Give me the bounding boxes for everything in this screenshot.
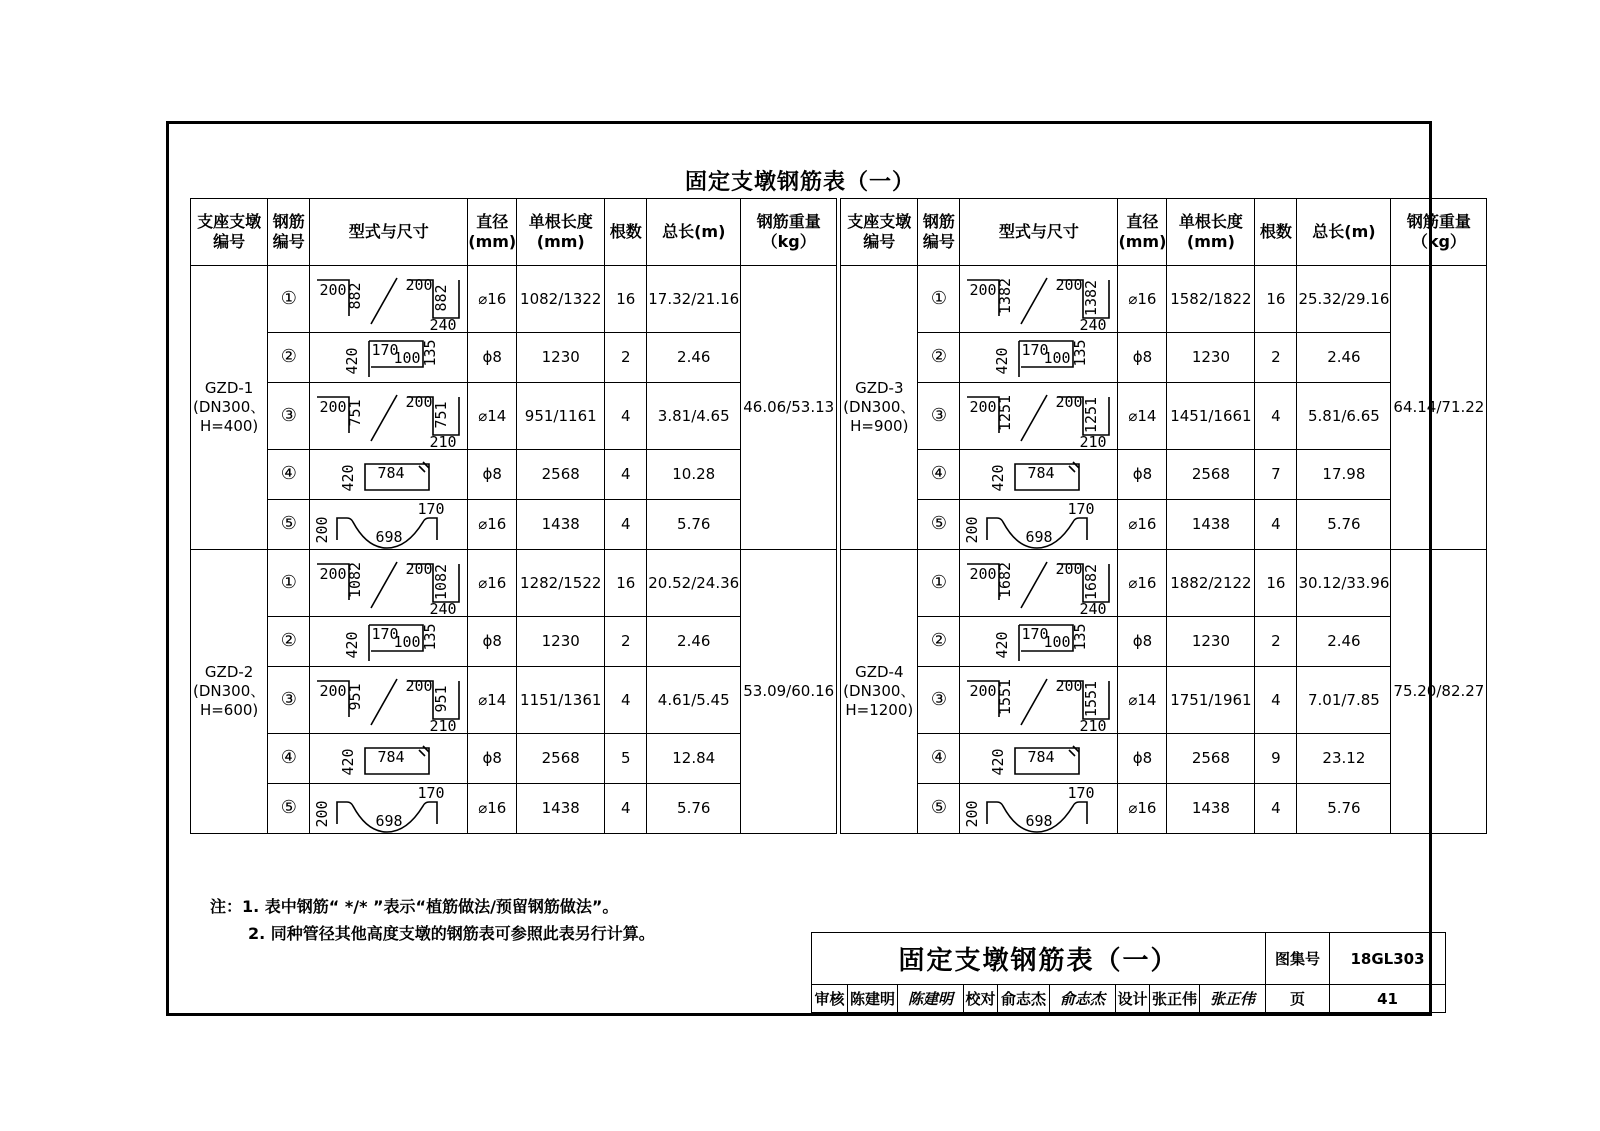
col-weight: 钢筋重量（kg）	[741, 199, 837, 266]
bar-number: ②	[268, 617, 310, 667]
rebar-shape-1	[961, 550, 1117, 616]
unit-length: 2568	[1167, 734, 1255, 784]
bar-count: 5	[605, 734, 647, 784]
rebar-shape-3	[311, 383, 467, 449]
dim-stirrup-height: 420	[988, 748, 1007, 776]
bar-diameter: ϕ8	[1118, 617, 1167, 667]
dim-hook-length: 200	[1055, 276, 1083, 294]
bar-count: 4	[605, 383, 647, 450]
column-gap	[837, 617, 841, 667]
total-length: 20.52/24.36	[647, 550, 741, 617]
total-length: 3.81/4.65	[647, 383, 741, 450]
dim-stirrup-width: 170	[371, 625, 399, 643]
dim-arc-length: 698	[1025, 528, 1053, 546]
column-gap	[837, 500, 841, 550]
shape-cell	[310, 450, 468, 500]
col-shape: 型式与尺寸	[310, 199, 468, 266]
dim-stirrup-inner: 100	[393, 349, 421, 367]
column-gap	[837, 333, 841, 383]
bar-count: 16	[1255, 266, 1297, 333]
dim-leg-height: 200	[962, 516, 981, 544]
dim-hook-length: 200	[405, 560, 433, 578]
bar-count: 7	[1255, 450, 1297, 500]
bar-diameter: ϕ8	[468, 450, 517, 500]
rebar-weight: 46.06/53.13	[741, 266, 837, 550]
bar-count: 2	[605, 333, 647, 383]
bar-count: 4	[1255, 784, 1297, 834]
dim-hook-length: 200	[405, 677, 433, 695]
dim-stirrup-height: 420	[992, 631, 1011, 659]
bar-count: 16	[605, 550, 647, 617]
unit-length: 1282/1522	[517, 550, 605, 617]
shape-cell	[960, 734, 1118, 784]
table-row	[191, 450, 1487, 500]
dim-leg-height: 200	[312, 516, 331, 544]
support-id: GZD-1	[204, 379, 254, 398]
table-row	[191, 550, 1487, 617]
bar-diameter: ⌀14	[1118, 383, 1167, 450]
dim-stirrup-height: 420	[342, 631, 361, 659]
total-length: 5.76	[647, 500, 741, 550]
dim-hook-length: 200	[1055, 677, 1083, 695]
rebar-shape-4	[961, 450, 1117, 499]
review-label: 审核	[812, 985, 848, 1013]
support-id: GZD-2	[204, 663, 254, 682]
dim-bar-length: 1551	[1081, 680, 1100, 718]
title-block	[811, 932, 1446, 1013]
bar-count: 4	[1255, 500, 1297, 550]
bar-number: ①	[918, 266, 960, 333]
dim-bottom-length: 240	[429, 600, 457, 616]
unit-length: 1438	[1167, 500, 1255, 550]
dim-top-length: 170	[417, 500, 445, 518]
column-gap	[837, 383, 841, 450]
bar-number: ④	[918, 450, 960, 500]
total-length: 5.76	[1297, 784, 1391, 834]
bar-count: 2	[1255, 617, 1297, 667]
bar-number: ①	[268, 550, 310, 617]
dim-stirrup-inner: 100	[1043, 349, 1071, 367]
col-total-length: 总长(m)	[647, 199, 741, 266]
shape-cell	[310, 383, 468, 450]
table-row	[191, 667, 1487, 734]
bar-diameter: ⌀16	[468, 784, 517, 834]
dim-bar-length: 1551	[995, 678, 1014, 716]
bar-count: 4	[605, 667, 647, 734]
bar-diameter: ϕ8	[468, 617, 517, 667]
dim-bar-length: 1682	[995, 561, 1014, 599]
col-count: 根数	[1255, 199, 1297, 266]
rebar-shape-5	[311, 784, 467, 833]
unit-length: 951/1161	[517, 383, 605, 450]
col-support-id: 支座支墩编号	[841, 199, 918, 266]
bar-diameter: ⌀16	[1118, 550, 1167, 617]
rebar-shape-4	[311, 450, 467, 499]
total-length: 10.28	[647, 450, 741, 500]
unit-length: 1451/1661	[1167, 383, 1255, 450]
bar-number: ⑤	[268, 500, 310, 550]
dim-bottom-length: 210	[429, 433, 457, 449]
shape-cell	[310, 784, 468, 834]
col-total-length: 总长(m)	[1297, 199, 1391, 266]
col-unit-length: 单根长度(mm)	[517, 199, 605, 266]
shape-cell	[310, 734, 468, 784]
shape-cell	[310, 667, 468, 734]
dim-bar-length: 951	[431, 685, 450, 713]
unit-length: 1082/1322	[517, 266, 605, 333]
rebar-shape-4	[961, 734, 1117, 783]
shape-cell	[960, 667, 1118, 734]
unit-length: 1882/2122	[1167, 550, 1255, 617]
rebar-shape-2	[311, 333, 467, 382]
dim-hook: 135	[1070, 339, 1089, 367]
rebar-weight: 53.09/60.16	[741, 550, 837, 834]
rebar-shape-5	[961, 784, 1117, 833]
total-length: 5.81/6.65	[1297, 383, 1391, 450]
shape-cell	[310, 500, 468, 550]
unit-length: 1151/1361	[517, 667, 605, 734]
dim-bar-length: 1382	[995, 277, 1014, 315]
total-length: 2.46	[647, 617, 741, 667]
dim-stirrup-height: 420	[338, 464, 357, 492]
design-label: 设计	[1116, 985, 1150, 1013]
col-bar-no: 钢筋编号	[918, 199, 960, 266]
bar-number: ④	[268, 734, 310, 784]
rebar-shape-3	[961, 383, 1117, 449]
dim-stirrup-width: 784	[1027, 464, 1055, 482]
bar-number: ①	[918, 550, 960, 617]
support-id-cell	[841, 550, 918, 834]
col-unit-length: 单根长度(mm)	[1167, 199, 1255, 266]
support-id-cell	[191, 266, 268, 550]
bar-count: 9	[1255, 734, 1297, 784]
shape-cell	[310, 266, 468, 333]
bar-count: 2	[605, 617, 647, 667]
total-length: 5.76	[647, 784, 741, 834]
bar-number: ②	[268, 333, 310, 383]
bar-number: ③	[268, 667, 310, 734]
total-length: 5.76	[1297, 500, 1391, 550]
col-bar-no: 钢筋编号	[268, 199, 310, 266]
title-block-title: 固定支墩钢筋表（一）	[812, 933, 1266, 985]
unit-length: 1230	[517, 333, 605, 383]
bar-number: ②	[918, 617, 960, 667]
rebar-shape-2	[961, 617, 1117, 666]
dim-stirrup-height: 420	[342, 347, 361, 375]
shape-cell	[310, 550, 468, 617]
rebar-shape-5	[311, 500, 467, 549]
checker-signature: 俞志杰	[1050, 985, 1116, 1013]
checker-name: 俞志杰	[998, 985, 1050, 1013]
unit-length: 1438	[1167, 784, 1255, 834]
dim-stirrup-width: 784	[377, 748, 405, 766]
total-length: 2.46	[1297, 333, 1391, 383]
dim-leg-height: 200	[312, 800, 331, 828]
dim-bar-length: 1082	[345, 561, 364, 599]
dim-bar-length: 1251	[995, 394, 1014, 432]
col-count: 根数	[605, 199, 647, 266]
dim-stirrup-width: 170	[1021, 341, 1049, 359]
bar-number: ③	[918, 383, 960, 450]
dim-hook: 135	[420, 623, 439, 651]
total-length: 23.12	[1297, 734, 1391, 784]
unit-length: 1230	[517, 617, 605, 667]
dim-stirrup-width: 784	[377, 464, 405, 482]
rebar-shape-4	[311, 734, 467, 783]
rebar-shape-1	[311, 550, 467, 616]
note-2: 2. 同种管径其他高度支墩的钢筋表可参照此表另行计算。	[248, 924, 655, 943]
column-gap	[837, 734, 841, 784]
dim-bar-length: 882	[431, 284, 450, 312]
total-length: 17.32/21.16	[647, 266, 741, 333]
dim-hook-length: 200	[969, 281, 997, 299]
bar-number: ⑤	[268, 784, 310, 834]
dim-hook-length: 200	[319, 398, 347, 416]
unit-length: 2568	[517, 450, 605, 500]
shape-cell	[960, 450, 1118, 500]
dim-bar-length: 951	[345, 683, 364, 711]
bar-diameter: ⌀14	[1118, 667, 1167, 734]
column-gap	[837, 784, 841, 834]
dim-stirrup-height: 420	[992, 347, 1011, 375]
support-spec: (DN300、H=1200)	[843, 682, 916, 719]
support-id-cell	[841, 266, 918, 550]
notes-label: 注：	[210, 897, 243, 916]
bar-count: 4	[605, 500, 647, 550]
unit-length: 1438	[517, 500, 605, 550]
dim-stirrup-inner: 100	[393, 633, 421, 651]
table-row	[191, 734, 1487, 784]
shape-cell	[310, 617, 468, 667]
dim-bottom-length: 210	[429, 717, 457, 733]
dim-hook-length: 200	[319, 281, 347, 299]
bar-diameter: ϕ8	[468, 734, 517, 784]
dim-bottom-length: 240	[1079, 316, 1107, 332]
reviewer-name: 陈建明	[848, 985, 898, 1013]
rebar-shape-3	[961, 667, 1117, 733]
total-length: 30.12/33.96	[1297, 550, 1391, 617]
table-row	[191, 266, 1487, 333]
atlas-label: 图集号	[1266, 933, 1330, 985]
table-row	[191, 383, 1487, 450]
page-label: 页	[1266, 985, 1330, 1013]
bar-count: 16	[605, 266, 647, 333]
shape-cell	[960, 550, 1118, 617]
dim-hook-length: 200	[969, 398, 997, 416]
dim-bar-length: 882	[345, 282, 364, 310]
designer-signature: 张正伟	[1200, 985, 1266, 1013]
support-id-cell	[191, 550, 268, 834]
dim-bar-length: 1082	[431, 563, 450, 601]
bar-diameter: ⌀16	[468, 500, 517, 550]
bar-number: ②	[918, 333, 960, 383]
bar-count: 4	[605, 784, 647, 834]
bar-diameter: ⌀14	[468, 667, 517, 734]
support-spec: (DN300、H=900)	[843, 398, 916, 435]
dim-bar-length: 751	[345, 399, 364, 427]
bar-diameter: ϕ8	[1118, 450, 1167, 500]
dim-bottom-length: 210	[1079, 433, 1107, 449]
dim-bottom-length: 240	[429, 316, 457, 332]
atlas-number: 18GL303	[1330, 933, 1446, 985]
page-number: 41	[1330, 985, 1446, 1013]
total-length: 2.46	[1297, 617, 1391, 667]
bar-diameter: ⌀16	[468, 550, 517, 617]
table-row	[191, 784, 1487, 834]
bar-diameter: ϕ8	[468, 333, 517, 383]
unit-length: 1582/1822	[1167, 266, 1255, 333]
table-row	[191, 500, 1487, 550]
dim-hook-length: 200	[319, 565, 347, 583]
col-diameter: 直径(mm)	[1118, 199, 1167, 266]
unit-length: 1230	[1167, 617, 1255, 667]
col-support-id: 支座支墩编号	[191, 199, 268, 266]
shape-cell	[960, 266, 1118, 333]
total-length: 7.01/7.85	[1297, 667, 1391, 734]
rebar-shape-1	[311, 266, 467, 332]
shape-cell	[960, 383, 1118, 450]
dim-stirrup-height: 420	[338, 748, 357, 776]
total-length: 2.46	[647, 333, 741, 383]
bar-count: 4	[1255, 667, 1297, 734]
col-shape: 型式与尺寸	[960, 199, 1118, 266]
support-spec: (DN300、H=600)	[193, 682, 266, 719]
dim-stirrup-height: 420	[988, 464, 1007, 492]
note-1: 1. 表中钢筋“ */* ”表示“植筋做法/预留钢筋做法”。	[242, 897, 619, 916]
unit-length: 1438	[517, 784, 605, 834]
unit-length: 2568	[1167, 450, 1255, 500]
bar-count: 2	[1255, 333, 1297, 383]
dim-hook-length: 200	[969, 682, 997, 700]
column-gap	[837, 450, 841, 500]
rebar-weight: 75.20/82.27	[1391, 550, 1487, 834]
dim-arc-length: 698	[375, 528, 403, 546]
dim-stirrup-width: 170	[1021, 625, 1049, 643]
table-body	[191, 266, 1487, 834]
dim-hook: 135	[1070, 623, 1089, 651]
dim-bottom-length: 240	[1079, 600, 1107, 616]
total-length: 17.98	[1297, 450, 1391, 500]
notes	[210, 893, 655, 947]
column-gap	[837, 667, 841, 734]
col-weight: 钢筋重量（kg）	[1391, 199, 1487, 266]
reviewer-signature: 陈建明	[898, 985, 964, 1013]
dim-arc-length: 698	[375, 812, 403, 830]
bar-diameter: ϕ8	[1118, 333, 1167, 383]
dim-stirrup-width: 170	[371, 341, 399, 359]
bar-count: 4	[605, 450, 647, 500]
bar-number: ④	[268, 450, 310, 500]
total-length: 25.32/29.16	[1297, 266, 1391, 333]
support-id: GZD-3	[855, 379, 904, 398]
col-diameter: 直径(mm)	[468, 199, 517, 266]
dim-stirrup-inner: 100	[1043, 633, 1071, 651]
total-length: 4.61/5.45	[647, 667, 741, 734]
designer-name: 张正伟	[1150, 985, 1200, 1013]
unit-length: 1230	[1167, 333, 1255, 383]
bar-number: ⑤	[918, 784, 960, 834]
bar-number: ①	[268, 266, 310, 333]
bar-diameter: ⌀14	[468, 383, 517, 450]
bar-number: ③	[918, 667, 960, 734]
bar-diameter: ϕ8	[1118, 734, 1167, 784]
check-label: 校对	[964, 985, 998, 1013]
dim-bar-length: 751	[431, 401, 450, 429]
dim-hook-length: 200	[319, 682, 347, 700]
bar-number: ③	[268, 383, 310, 450]
shape-cell	[310, 333, 468, 383]
dim-stirrup-width: 784	[1027, 748, 1055, 766]
dim-top-length: 170	[417, 784, 445, 802]
table-header	[191, 199, 1487, 266]
bar-diameter: ⌀16	[468, 266, 517, 333]
dim-hook-length: 200	[405, 393, 433, 411]
bar-count: 4	[1255, 383, 1297, 450]
shape-cell	[960, 333, 1118, 383]
bar-diameter: ⌀16	[1118, 266, 1167, 333]
bar-count: 16	[1255, 550, 1297, 617]
support-id: GZD-4	[855, 663, 904, 682]
rebar-weight: 64.14/71.22	[1391, 266, 1487, 550]
bar-number: ⑤	[918, 500, 960, 550]
dim-hook-length: 200	[405, 276, 433, 294]
unit-length: 2568	[517, 734, 605, 784]
shape-cell	[960, 784, 1118, 834]
rebar-shape-5	[961, 500, 1117, 549]
page-title: 固定支墩钢筋表（一）	[684, 170, 915, 195]
rebar-shape-2	[961, 333, 1117, 382]
dim-leg-height: 200	[962, 800, 981, 828]
dim-top-length: 170	[1067, 500, 1095, 518]
rebar-shape-3	[311, 667, 467, 733]
dim-bottom-length: 210	[1079, 717, 1107, 733]
dim-bar-length: 1382	[1081, 279, 1100, 317]
dim-bar-length: 1251	[1081, 396, 1100, 434]
dim-hook-length: 200	[969, 565, 997, 583]
rebar-shape-1	[961, 266, 1117, 332]
unit-length: 1751/1961	[1167, 667, 1255, 734]
shape-cell	[960, 500, 1118, 550]
bar-diameter: ⌀16	[1118, 784, 1167, 834]
dim-hook-length: 200	[1055, 393, 1083, 411]
dim-bar-length: 1682	[1081, 563, 1100, 601]
dim-hook-length: 200	[1055, 560, 1083, 578]
table-row	[191, 333, 1487, 383]
shape-cell	[960, 617, 1118, 667]
table-row	[191, 617, 1487, 667]
total-length: 12.84	[647, 734, 741, 784]
support-spec: (DN300、H=400)	[193, 398, 266, 435]
rebar-table	[190, 198, 1487, 834]
dim-top-length: 170	[1067, 784, 1095, 802]
bar-diameter: ⌀16	[1118, 500, 1167, 550]
rebar-shape-2	[311, 617, 467, 666]
bar-number: ④	[918, 734, 960, 784]
dim-hook: 135	[420, 339, 439, 367]
dim-arc-length: 698	[1025, 812, 1053, 830]
